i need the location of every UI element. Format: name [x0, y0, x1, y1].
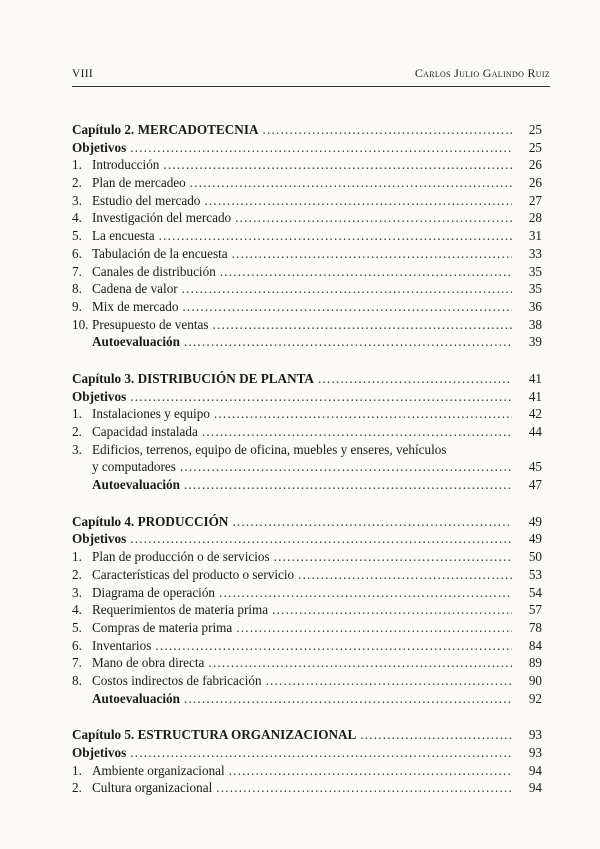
entry-page: 44	[528, 424, 542, 439]
toc-entry[interactable]	[72, 192, 542, 210]
dot-leader	[163, 156, 512, 174]
chapter-heading[interactable]	[72, 726, 542, 744]
entry-title: Capítulo 4. PRODUCCIÓN	[72, 513, 229, 529]
toc-entry[interactable]	[72, 637, 542, 655]
chapter-5-section	[72, 726, 542, 797]
dot-leader	[214, 405, 512, 423]
entry-number: 8.	[72, 281, 82, 297]
header-rule	[72, 86, 550, 87]
dot-leader	[266, 672, 512, 690]
objectives-entry[interactable]	[72, 744, 542, 762]
entry-number: 2.	[72, 566, 82, 582]
toc-entry[interactable]	[72, 209, 542, 227]
entry-page: 31	[528, 228, 542, 244]
entry-title: Ambiente organizacional	[92, 762, 225, 778]
entry-title: Estudio del mercado	[92, 192, 201, 208]
toc-entry[interactable]	[72, 405, 542, 423]
dot-leader	[208, 654, 512, 672]
toc-entry[interactable]	[72, 316, 542, 334]
entry-title: Autoevaluación	[92, 690, 180, 706]
entry-page: 26	[528, 157, 542, 173]
entry-title: Canales de distribución	[92, 263, 216, 279]
dot-leader	[204, 192, 512, 210]
entry-number: 1.	[72, 549, 82, 565]
entry-title: Diagrama de operación	[92, 584, 216, 600]
entry-number: 8.	[72, 672, 82, 688]
entry-title: Plan de mercadeo	[92, 175, 186, 191]
entry-page: 90	[528, 672, 542, 688]
entry-number: 4.	[72, 602, 82, 618]
entry-title: Objetivos	[72, 531, 127, 547]
entry-number: 7.	[72, 263, 82, 279]
entry-page: 39	[528, 334, 542, 350]
entry-page: 35	[528, 281, 542, 297]
dot-leader	[235, 209, 512, 227]
chapter-heading[interactable]	[72, 121, 542, 139]
chapter-heading[interactable]	[72, 513, 542, 531]
toc-entry[interactable]	[72, 762, 542, 780]
entry-page: 54	[528, 584, 542, 600]
dot-leader	[232, 513, 512, 531]
entry-page: 94	[528, 780, 542, 796]
self-assessment-entry[interactable]	[72, 690, 542, 708]
toc-entry[interactable]	[72, 263, 542, 281]
entry-page: 57	[528, 602, 542, 618]
entry-page: 36	[528, 298, 542, 314]
toc-entry[interactable]	[72, 654, 542, 672]
entry-page: 50	[528, 549, 542, 565]
dot-leader	[360, 726, 512, 744]
entry-title: Plan de producción o de servicios	[92, 549, 270, 565]
dot-leader	[130, 139, 512, 157]
entry-title: Objetivos	[72, 388, 127, 404]
entry-number: 3.	[72, 192, 82, 208]
dot-leader	[182, 298, 512, 316]
chapter-heading[interactable]	[72, 370, 542, 388]
dot-leader	[182, 280, 512, 298]
entry-number: 3.	[72, 441, 82, 457]
entry-title: Inventarios	[92, 637, 152, 653]
entry-number: 3.	[72, 584, 82, 600]
objectives-entry[interactable]	[72, 530, 542, 548]
entry-page: 42	[528, 406, 542, 422]
entry-page: 92	[528, 690, 542, 706]
dot-leader	[220, 263, 512, 281]
dot-leader	[232, 245, 512, 263]
entry-page: 93	[528, 727, 542, 743]
self-assessment-entry[interactable]	[72, 476, 542, 494]
toc-entry[interactable]	[72, 566, 542, 584]
entry-title: Cadena de valor	[92, 281, 178, 297]
toc-entry[interactable]	[72, 280, 542, 298]
entry-page: 49	[528, 513, 542, 529]
entry-number: 6.	[72, 245, 82, 261]
objectives-entry[interactable]	[72, 388, 542, 406]
objectives-entry[interactable]	[72, 139, 542, 157]
entry-number: 1.	[72, 762, 82, 778]
toc-entry[interactable]	[72, 298, 542, 316]
chapter-4-section	[72, 513, 542, 708]
dot-leader	[216, 779, 512, 797]
dot-leader	[130, 388, 512, 406]
entry-number: 2.	[72, 175, 82, 191]
entry-title: Instalaciones y equipo	[92, 406, 210, 422]
entry-number: 5.	[72, 228, 82, 244]
dot-leader	[318, 370, 512, 388]
page-number-roman: VIII	[72, 68, 93, 80]
entry-title: Edificios, terrenos, equipo de oficina, muebles y enseres, vehículos	[92, 441, 447, 457]
entry-page: 49	[528, 531, 542, 547]
toc-entry[interactable]	[72, 441, 542, 459]
entry-title: Costos indirectos de fabricación	[92, 672, 262, 688]
toc-entry[interactable]	[72, 156, 542, 174]
entry-page: 41	[528, 370, 542, 386]
entry-page: 89	[528, 655, 542, 671]
entry-title: Requerimientos de materia prima	[92, 602, 269, 618]
toc-entry[interactable]	[72, 423, 542, 441]
entry-page: 84	[528, 637, 542, 653]
entry-title: Capítulo 2. MERCADOTECNIA	[72, 122, 259, 137]
dot-leader	[180, 458, 512, 476]
entry-page: 53	[528, 566, 542, 582]
dot-leader	[298, 566, 512, 584]
entry-title: Características del producto o servicio	[92, 566, 295, 582]
entry-title: La encuesta	[92, 228, 155, 244]
entry-page: 25	[528, 139, 542, 155]
entry-number: 10.	[72, 316, 89, 332]
entry-page: 26	[528, 175, 542, 191]
entry-title: Presupuesto de ventas	[92, 316, 209, 332]
dot-leader	[190, 174, 512, 192]
entry-number: 7.	[72, 655, 82, 671]
entry-title: Autoevaluación	[92, 477, 180, 493]
entry-page: 27	[528, 192, 542, 208]
entry-page: 93	[528, 745, 542, 760]
entry-title: Mix de mercado	[92, 298, 179, 314]
entry-page: 45	[528, 459, 542, 475]
entry-title: Mano de obra directa	[92, 655, 205, 671]
entry-title: Investigación del mercado	[92, 210, 232, 226]
dot-leader	[159, 227, 512, 245]
entry-number: 1.	[72, 157, 82, 173]
entry-page: 25	[528, 122, 542, 137]
dot-leader	[212, 316, 512, 334]
entry-number: 4.	[72, 210, 82, 226]
entry-title: Capítulo 5. ESTRUCTURA ORGANIZACIONAL	[72, 727, 357, 743]
dot-leader	[155, 637, 512, 655]
entry-page: 78	[528, 619, 542, 635]
table-of-contents	[72, 121, 542, 816]
chapter-3-section	[72, 370, 542, 494]
entry-title: Objetivos	[72, 745, 127, 760]
toc-entry[interactable]	[72, 601, 542, 619]
entry-number: 1.	[72, 406, 82, 422]
toc-entry[interactable]	[72, 619, 542, 637]
entry-number: 6.	[72, 637, 82, 653]
entry-page: 33	[528, 245, 542, 261]
dot-leader	[130, 530, 512, 548]
entry-number: 5.	[72, 619, 82, 635]
entry-title: Objetivos	[72, 139, 127, 155]
entry-title: Tabulación de la encuesta	[92, 245, 228, 261]
toc-entry[interactable]	[72, 779, 542, 797]
entry-title: Autoevaluación	[92, 334, 180, 350]
chapter-2-section	[72, 121, 542, 351]
dot-leader	[274, 548, 512, 566]
entry-number: 2.	[72, 424, 82, 439]
entry-title: Compras de materia prima	[92, 619, 233, 635]
toc-entry[interactable]	[72, 227, 542, 245]
toc-entry[interactable]	[72, 174, 542, 192]
dot-leader	[262, 121, 512, 139]
toc-entry[interactable]	[72, 245, 542, 263]
toc-entry[interactable]	[72, 672, 542, 690]
dot-leader	[130, 744, 512, 762]
running-header	[72, 66, 550, 81]
entry-page: 38	[528, 316, 542, 332]
dot-leader	[184, 333, 512, 351]
dot-leader	[184, 690, 512, 708]
entry-page: 41	[528, 388, 542, 404]
toc-entry[interactable]	[72, 548, 542, 566]
dot-leader	[219, 584, 512, 602]
entry-number: 2.	[72, 780, 82, 796]
dot-leader	[202, 423, 512, 441]
entry-title: Cultura organizacional	[92, 780, 213, 796]
toc-entry[interactable]	[72, 584, 542, 602]
entry-title: y computadores	[92, 459, 176, 475]
entry-number: 9.	[72, 298, 82, 314]
entry-page: 28	[528, 210, 542, 226]
dot-leader	[272, 601, 512, 619]
self-assessment-entry[interactable]	[72, 333, 542, 351]
dot-leader	[229, 762, 512, 780]
entry-page: 94	[528, 762, 542, 778]
entry-title: Introducción	[92, 157, 160, 173]
toc-entry-continuation[interactable]	[72, 458, 542, 476]
entry-page: 47	[528, 477, 542, 493]
author-name: Carlos Julio Galindo Ruiz	[414, 66, 550, 80]
dot-leader	[184, 476, 512, 494]
entry-page: 35	[528, 263, 542, 279]
entry-title: Capítulo 3. DISTRIBUCIÓN DE PLANTA	[72, 370, 314, 386]
dot-leader	[236, 619, 512, 637]
entry-title: Capacidad instalada	[92, 424, 198, 439]
